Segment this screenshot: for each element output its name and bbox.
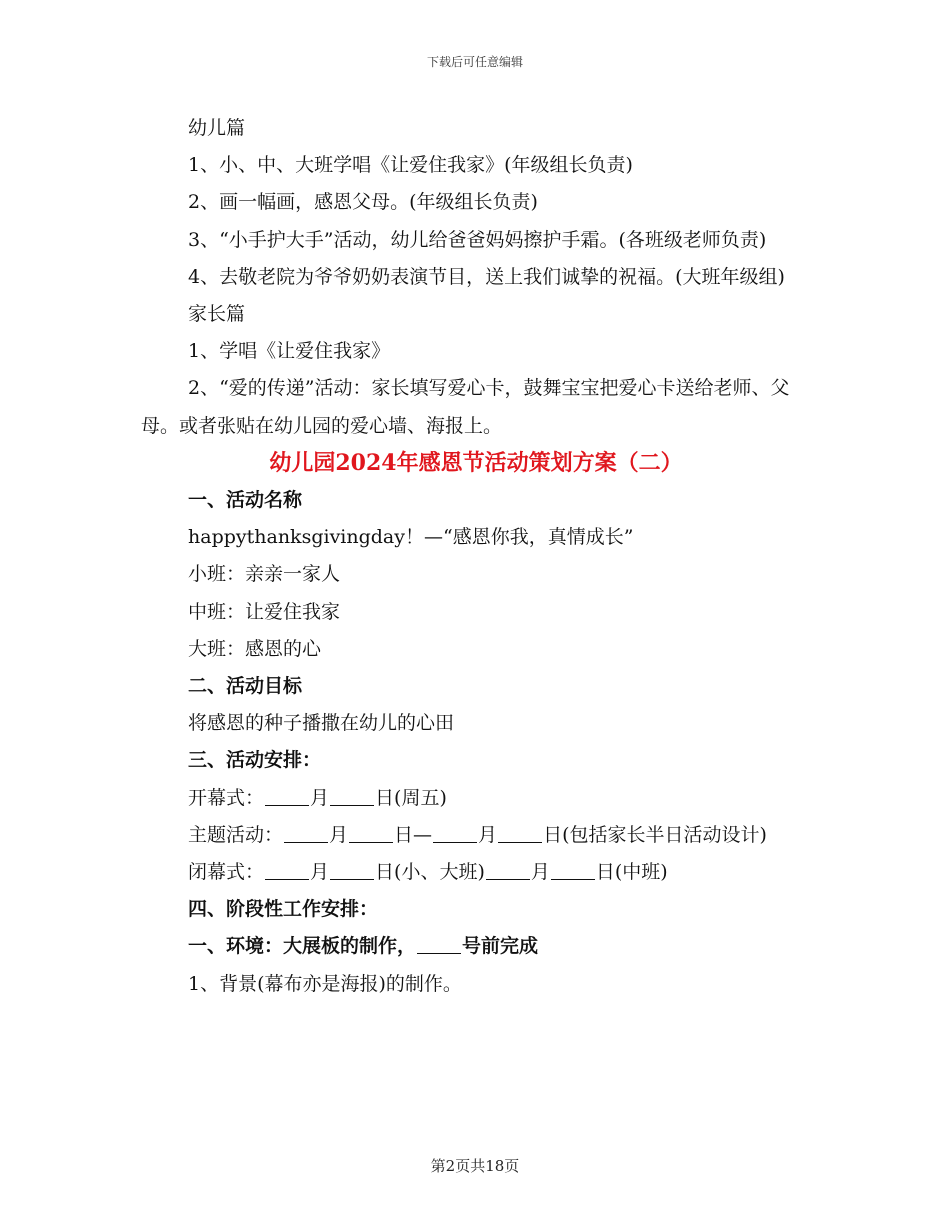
paragraph: 主题活动： 月 日— 月 日(包括家长半日活动设计) — [188, 823, 767, 846]
fill-in-blank — [330, 861, 374, 880]
paragraph: 幼儿篇 — [188, 117, 246, 139]
paragraph: 开幕式： 月 日(周五) — [188, 786, 447, 809]
paragraph: 家长篇 — [188, 303, 246, 326]
section-heading: 四、阶段性工作安排： — [188, 898, 379, 921]
fill-in-blank — [486, 861, 530, 880]
section-heading: 一、活动名称 — [188, 489, 303, 512]
fill-in-blank — [498, 824, 542, 843]
paragraph: 3、“小手护大手”活动，幼儿给爸爸妈妈擦护手霜。(各班级老师负责) — [188, 228, 767, 251]
fill-in-blank — [417, 935, 461, 954]
section-heading: 一、环境：大展板的制作， 号前完成 — [188, 935, 539, 958]
section-heading: 三、活动安排： — [188, 749, 322, 772]
fill-in-blank — [265, 787, 309, 806]
paragraph: 1、学唱《让爱住我家》 — [188, 340, 391, 363]
fill-in-blank — [349, 824, 393, 843]
page-header: 下载后可任意编辑 — [426, 55, 523, 69]
fill-in-blank — [265, 861, 309, 880]
fill-in-blank — [433, 824, 477, 843]
paragraph: 闭幕式： 月 日(小、大班) 月 日(中班) — [188, 861, 668, 884]
paragraph: 小班：亲亲一家人 — [188, 563, 341, 586]
section-heading: 二、活动目标 — [188, 675, 303, 698]
paragraph: 1、背景(幕布亦是海报)的制作。 — [188, 972, 462, 995]
fill-in-blank — [330, 787, 374, 806]
paragraph: 2、“爱的传递”活动：家长填写爱心卡，鼓舞宝宝把爱心卡送给老师、父母。或者张贴在幼儿园的爱心墙、海报上。 — [141, 377, 790, 437]
paragraph: 将感恩的种子播撒在幼儿的心田 — [188, 712, 455, 735]
section-title: 幼儿园2024年感恩节活动策划方案（二） — [269, 449, 683, 476]
paragraph: 中班：让爱住我家 — [188, 600, 341, 623]
paragraph: 2、画一幅画，感恩父母。(年级组长负责) — [188, 191, 538, 214]
page-footer: 第2页共18页 — [430, 1157, 520, 1175]
paragraph: happythanksgivingday！—“感恩你我，真情成长” — [188, 526, 634, 549]
fill-in-blank — [551, 861, 595, 880]
paragraph: 大班：感恩的心 — [188, 637, 322, 660]
paragraph: 4、去敬老院为爷爷奶奶表演节目，送上我们诚挚的祝福。(大班年级组) — [188, 265, 785, 288]
paragraph: 1、小、中、大班学唱《让爱住我家》(年级组长负责) — [188, 154, 633, 177]
document-body — [141, 110, 811, 1003]
fill-in-blank — [284, 824, 328, 843]
